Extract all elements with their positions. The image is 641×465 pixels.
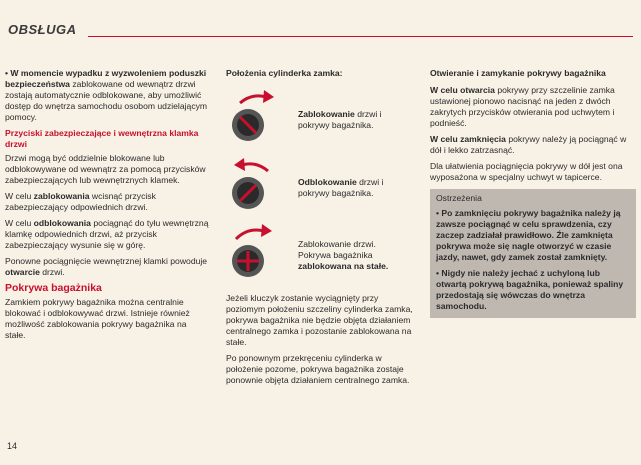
lock-cylinder-locked-icon (226, 85, 286, 147)
unlocked-bold: Odblokowanie (298, 177, 357, 187)
warning-title: Ostrzeżenia (436, 193, 482, 203)
trunk-handle-paragraph: Dla ułatwienia pociągnięcia pokrywy w dół jest ona wyposażona w specjalny uchwyt w tapicerce. (430, 161, 623, 182)
airbag-note-text: zablokowane od wewnątrz drzwi zostają automatycznie odblokowane, aby umożliwić dostęp do wnętrza samochodu osobom udzielającym pomocy. (5, 79, 208, 122)
key-removal-paragraph: Jeżeli kluczyk zostanie wyciągnięty przy poziomym położeniu szczeliny cylinderka zamka, pokrywa bagażnika nie będzie objęta działaniem centralnego zamka i pozostanie zablokowana na stałe. (226, 293, 413, 347)
open-text-c: drzwi. (39, 267, 65, 277)
open-text-a: Ponowne pociągnięcie wewnętrznej klamki powoduje (5, 256, 208, 266)
unlocked-description (298, 177, 408, 199)
cylinder-position-unlocked (226, 153, 414, 217)
locked-description (298, 109, 408, 131)
lock-text-bold: zablokowania (33, 191, 90, 201)
trunk-locked-description (298, 239, 408, 272)
locks-heading: Przyciski zabezpieczające i wewnętrzna klamka drzwi (5, 128, 199, 149)
trunk-open-close-heading: Otwieranie i zamykanie pokrywy bagażnika (430, 68, 606, 78)
unlocked-text: drzwi i pokrywy bagażnika. (298, 177, 384, 198)
open-paragraph (5, 256, 209, 278)
airbag-note-bold: • W momencie wypadku z wyzwoleniem poduszki bezpieczeństwa (5, 68, 207, 89)
locked-bold: Zablokowanie (298, 109, 355, 119)
cylinder-position-trunk-locked (226, 221, 414, 285)
warning-item: • Nigdy nie należy jechać z uchyloną lub otwartą pokrywą bagażnika, ponieważ spaliny przedostają się wówczas do wnętrza samochodu. (436, 268, 624, 311)
lock-paragraph (5, 191, 209, 213)
page-number: 14 (7, 441, 18, 451)
trunk-close-bold: W celu zamknięcia (430, 134, 506, 144)
locks-paragraph: Drzwi mogą być oddzielnie blokowane lub odblokowywane od wewnątrz za pomocą przycisków zabezpieczających lub wewnętrznych klamek. (5, 153, 206, 185)
locked-text: drzwi i pokrywy bagażnika. (298, 109, 382, 130)
airbag-note (5, 68, 209, 123)
unlock-text-bold: odblokowania (33, 218, 91, 228)
trunk-open-paragraph (430, 85, 636, 129)
header-rule (88, 36, 633, 37)
section-title-trunk: Pokrywa bagażnika (5, 282, 102, 294)
lock-cylinder-unlocked-icon (226, 153, 286, 215)
lock-cylinder-horizontal-icon (226, 221, 286, 283)
cylinder-return-paragraph: Po ponownym przekręceniu cylinderka w położenie pozome, pokrywa bagażnika zostaje ponownie objęta działaniem centralnego zamka. (226, 353, 410, 385)
trunk-paragraph: Zamkiem pokrywy bagażnika można centralnie blokować i odblokowywać drzwi. Istnieje również możliwość zablokowania pokrywy bagażnika na stałe. (5, 297, 190, 340)
trunk-locked-bold: zablokowana na stałe. (298, 261, 389, 271)
trunk-close-paragraph (430, 134, 636, 156)
column-left (5, 68, 209, 346)
lock-text-a: W celu (5, 191, 34, 201)
warning-item: • Po zamknięciu pokrywy bagażnika należy ją zawsze pociągnąć w celu sprawdzenia, czy zaczep zadziałał prawidłowo. Źle zamknięta pokrywa może się nagle otworzyć w czasie jazdy, nawet, gdy zamek został zamknięty. (436, 208, 621, 262)
page-header-title: OBSŁUGA (8, 22, 77, 37)
trunk-open-text: pokrywy przy szczelinie zamka ustawionej pionowo nacisnąć na jeden z dwóch zakrytych przycisków otwierania pod uchwytem i podnieść. (430, 85, 615, 128)
trunk-open-bold: W celu otwarcia (430, 85, 495, 95)
open-text-bold: otwarcie (5, 267, 40, 277)
warning-box (430, 189, 636, 318)
cylinder-position-locked (226, 85, 414, 149)
cylinder-heading: Położenia cylinderka zamka: (226, 68, 343, 78)
trunk-close-text: pokrywy należy ją pociągnąć w dół i lekko zatrzasnąć. (430, 134, 627, 155)
column-right (430, 68, 636, 318)
unlock-text-c: pociągnąć do tyłu wewnętrzną klamkę odpowiednich drzwi, aż przycisk zabezpieczający wysunie się w górę. (5, 218, 209, 250)
trunk-locked-text: Zablokowanie drzwi. Pokrywa bagażnika (298, 239, 376, 260)
unlock-text-a: W celu (5, 218, 34, 228)
unlock-paragraph (5, 218, 209, 251)
column-middle (226, 68, 414, 391)
lock-text-c: wcisnąć przycisk zabezpieczający odpowiednich drzwi. (5, 191, 156, 212)
